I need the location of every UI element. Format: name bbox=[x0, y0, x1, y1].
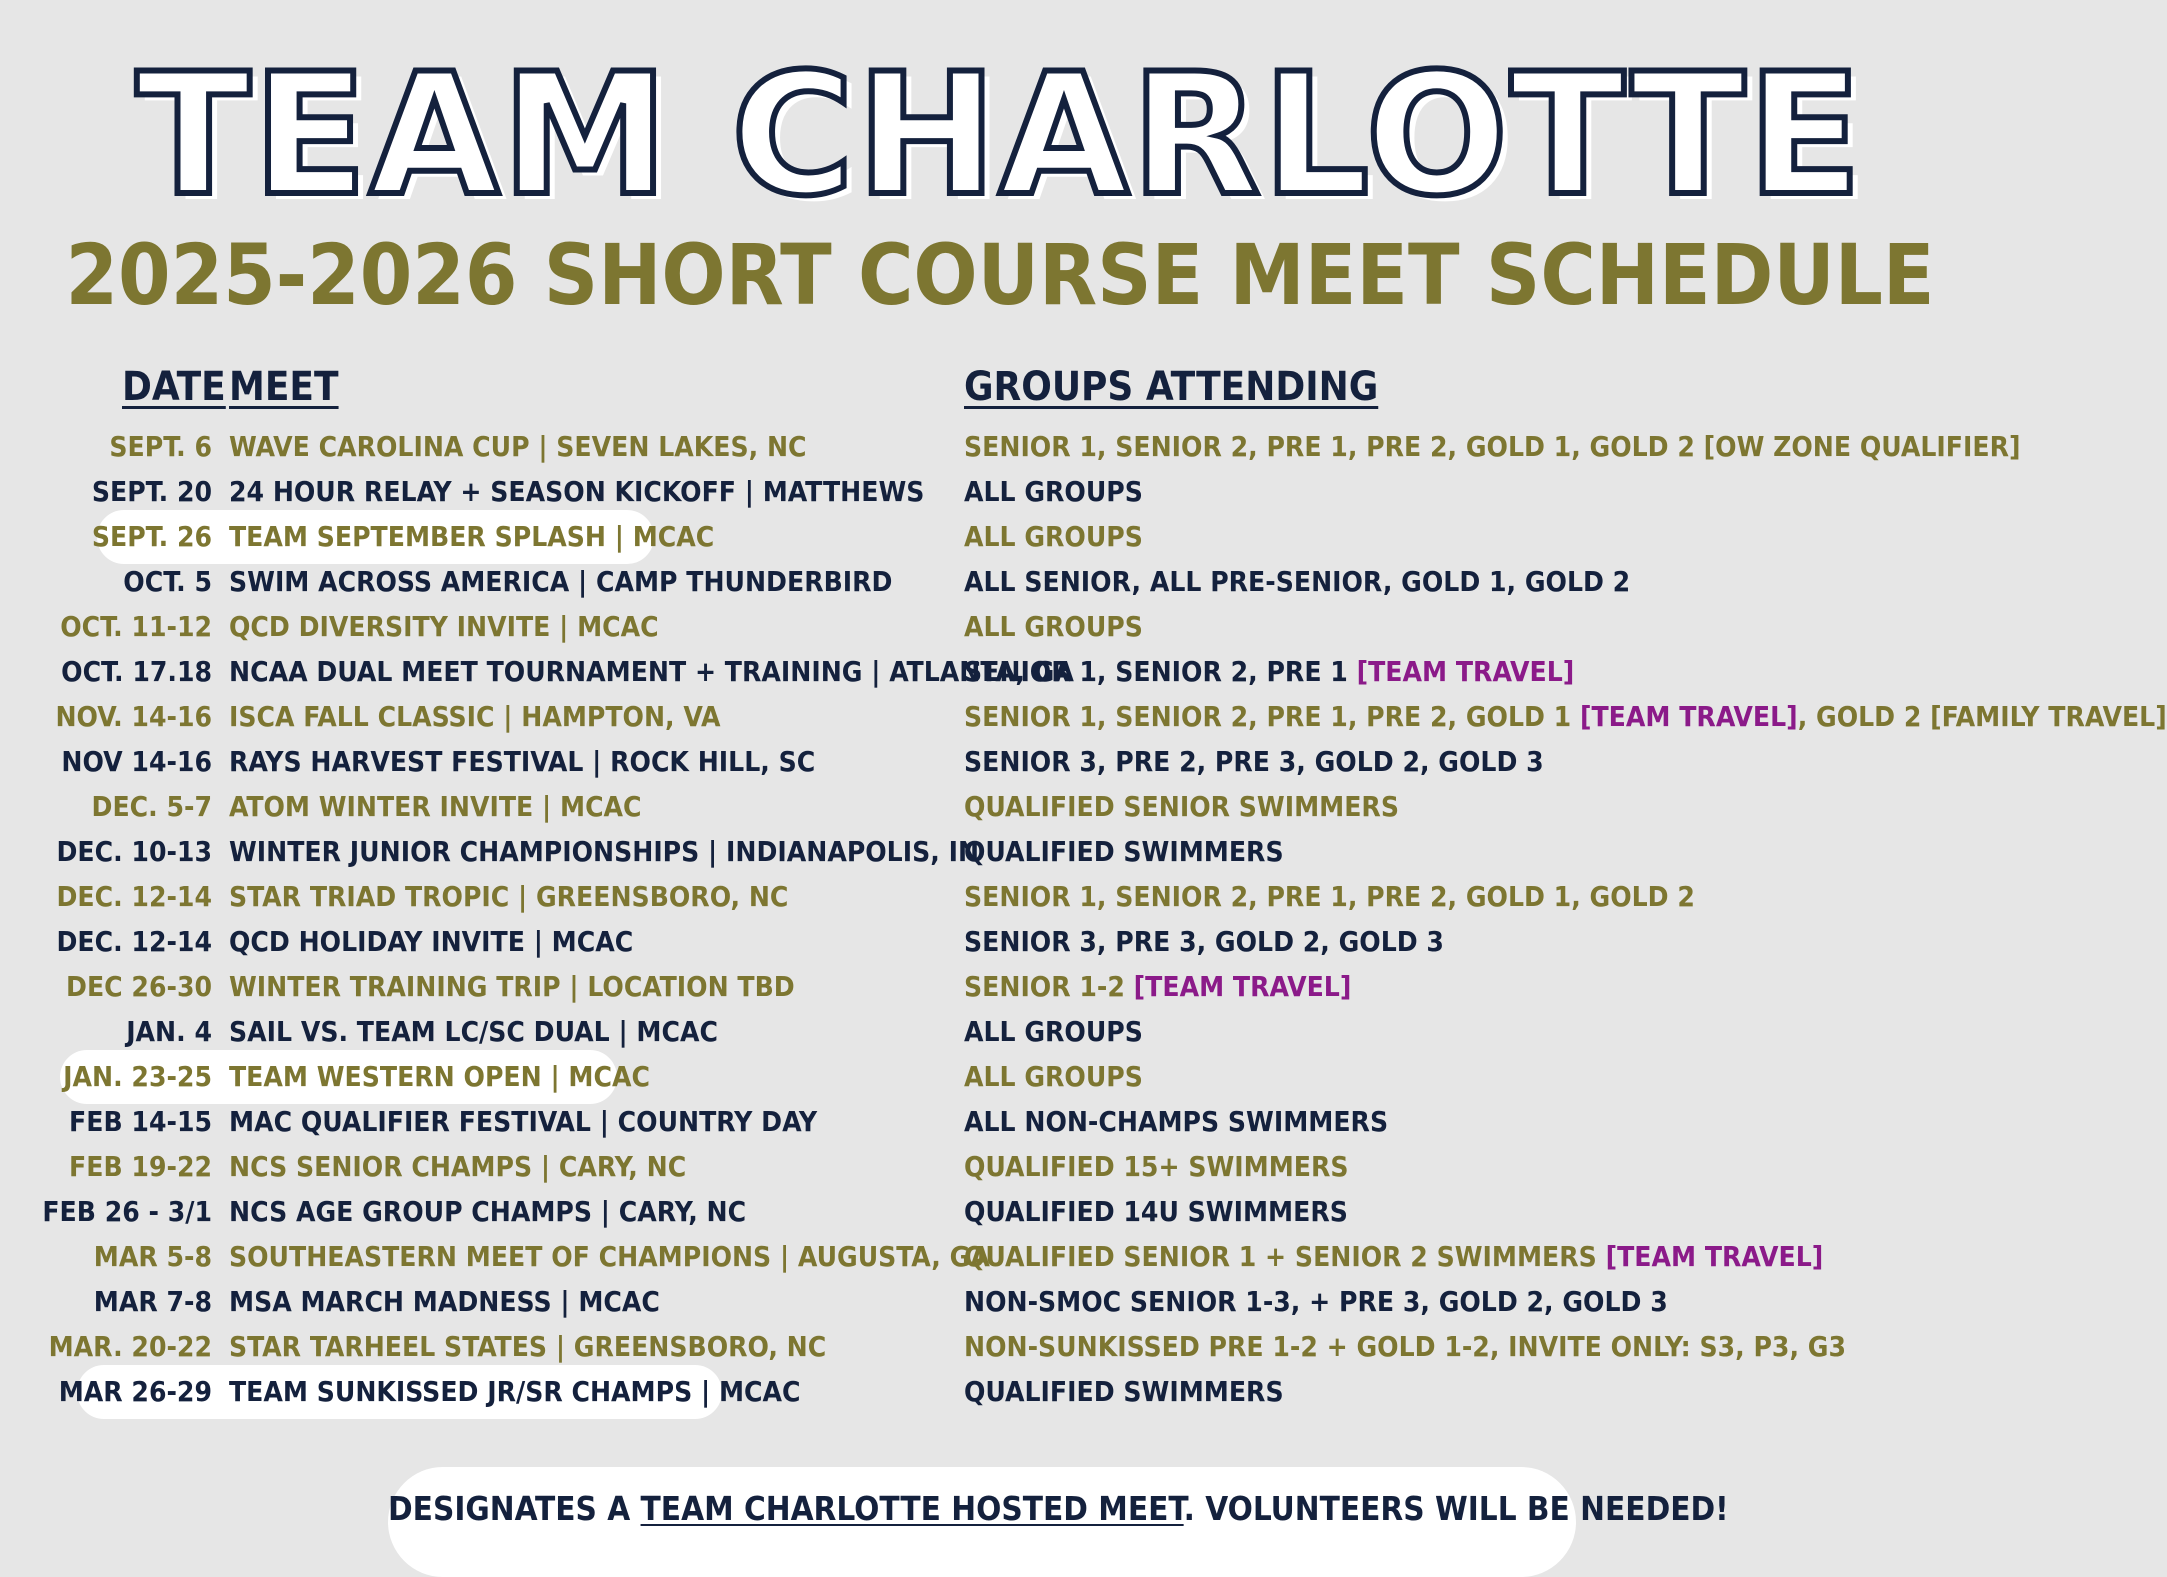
team-travel-tag: [TEAM TRAVEL] bbox=[1579, 700, 1798, 733]
schedule-row bbox=[0, 1189, 2000, 1234]
page-subtitle: 2025-2026 SHORT COURSE MEET SCHEDULE bbox=[65, 226, 1935, 324]
row-meet: WINTER JUNIOR CHAMPIONSHIPS | INDIANAPOLIS, IN bbox=[229, 835, 980, 868]
schedule-row bbox=[0, 559, 2000, 604]
schedule-row bbox=[0, 694, 2167, 739]
row-groups bbox=[964, 559, 1630, 604]
column-header-date: DATE bbox=[122, 364, 226, 410]
row-meet: SAIL VS. TEAM LC/SC DUAL | MCAC bbox=[229, 1015, 718, 1048]
row-date: MAR 7-8 bbox=[93, 1285, 212, 1318]
row-meet: 24 HOUR RELAY + SEASON KICKOFF | MATTHEWS bbox=[229, 475, 925, 508]
row-meet: RAYS HARVEST FESTIVAL | ROCK HILL, SC bbox=[229, 745, 816, 778]
row-meet: QCD HOLIDAY INVITE | MCAC bbox=[229, 925, 634, 958]
team-travel-tag: [TEAM TRAVEL] bbox=[1356, 655, 1575, 688]
schedule-row bbox=[0, 469, 2000, 514]
groups-text-after: , GOLD 2 [FAMILY TRAVEL] bbox=[1797, 700, 2167, 733]
row-date: MAR 5-8 bbox=[93, 1240, 212, 1273]
row-groups bbox=[964, 694, 2167, 739]
groups-text: QUALIFIED 14U SWIMMERS bbox=[964, 1195, 1348, 1228]
schedule-row bbox=[0, 649, 2000, 694]
groups-text: SENIOR 1, SENIOR 2, PRE 1, PRE 2, GOLD 1 bbox=[964, 700, 1580, 733]
row-groups bbox=[964, 1189, 1348, 1234]
groups-text: QUALIFIED SWIMMERS bbox=[964, 835, 1284, 868]
groups-text: NON-SMOC SENIOR 1-3, + PRE 3, GOLD 2, GOLD 3 bbox=[964, 1285, 1668, 1318]
row-date: JAN. 4 bbox=[126, 1015, 212, 1048]
schedule-row bbox=[0, 1324, 2000, 1369]
row-groups bbox=[964, 1054, 1143, 1099]
column-header-groups: GROUPS ATTENDING bbox=[964, 364, 1379, 410]
row-groups bbox=[964, 514, 1143, 559]
schedule-row bbox=[0, 964, 2000, 1009]
row-meet: STAR TARHEEL STATES | GREENSBORO, NC bbox=[229, 1330, 827, 1363]
row-date: DEC. 12-14 bbox=[56, 880, 212, 913]
schedule-row bbox=[0, 1009, 2000, 1054]
groups-text: ALL GROUPS bbox=[964, 520, 1143, 553]
row-meet: TEAM WESTERN OPEN | MCAC bbox=[229, 1060, 650, 1093]
row-meet: SWIM ACROSS AMERICA | CAMP THUNDERBIRD bbox=[229, 565, 893, 598]
groups-text: ALL SENIOR, ALL PRE-SENIOR, GOLD 1, GOLD 2 bbox=[964, 565, 1631, 598]
groups-text: QUALIFIED SENIOR 1 + SENIOR 2 SWIMMERS bbox=[964, 1240, 1606, 1273]
row-groups bbox=[964, 829, 1284, 874]
groups-text: QUALIFIED 15+ SWIMMERS bbox=[964, 1150, 1349, 1183]
schedule-row bbox=[0, 829, 2000, 874]
row-groups bbox=[964, 1324, 1846, 1369]
row-meet: ISCA FALL CLASSIC | HAMPTON, VA bbox=[229, 700, 721, 733]
row-groups bbox=[964, 649, 1574, 694]
team-travel-tag: [TEAM TRAVEL] bbox=[1605, 1240, 1824, 1273]
row-groups bbox=[964, 1234, 1823, 1279]
schedule-row bbox=[0, 1099, 2000, 1144]
row-date: DEC 26-30 bbox=[66, 970, 212, 1003]
groups-text: SENIOR 1-2 bbox=[964, 970, 1134, 1003]
footer-text-after: . VOLUNTEERS WILL BE NEEDED! bbox=[1183, 1489, 1729, 1528]
schedule-row bbox=[0, 604, 2000, 649]
schedule-row bbox=[0, 739, 2000, 784]
row-date: NOV 14-16 bbox=[61, 745, 212, 778]
row-date: NOV. 14-16 bbox=[55, 700, 212, 733]
groups-text: SENIOR 1, SENIOR 2, PRE 1, PRE 2, GOLD 1, GOLD 2 [OW ZONE QUALIFIER] bbox=[964, 430, 2021, 463]
footer-text-before: DESIGNATES A bbox=[388, 1489, 641, 1528]
row-meet: TEAM SEPTEMBER SPLASH | MCAC bbox=[229, 520, 715, 553]
footer-legend bbox=[388, 1484, 1729, 1534]
groups-text: ALL GROUPS bbox=[964, 1060, 1143, 1093]
row-date: DEC. 10-13 bbox=[56, 835, 212, 868]
schedule-row-hosted bbox=[0, 514, 2000, 559]
groups-text: ALL GROUPS bbox=[964, 610, 1143, 643]
row-meet: TEAM SUNKISSED JR/SR CHAMPS | MCAC bbox=[229, 1375, 801, 1408]
row-meet: SOUTHEASTERN MEET OF CHAMPIONS | AUGUSTA, GA bbox=[229, 1240, 990, 1273]
column-header-meet: MEET bbox=[229, 364, 339, 410]
row-date: FEB 14-15 bbox=[69, 1105, 212, 1138]
row-date: SEPT. 20 bbox=[91, 475, 212, 508]
row-meet: NCS SENIOR CHAMPS | CARY, NC bbox=[229, 1150, 687, 1183]
row-date: OCT. 11-12 bbox=[60, 610, 212, 643]
schedule-row bbox=[0, 874, 2000, 919]
row-date: MAR. 20-22 bbox=[48, 1330, 212, 1363]
groups-text: SENIOR 3, PRE 3, GOLD 2, GOLD 3 bbox=[964, 925, 1444, 958]
schedule-row bbox=[0, 424, 2021, 469]
footer-text-underlined: TEAM CHARLOTTE HOSTED MEET bbox=[640, 1489, 1184, 1528]
row-groups bbox=[964, 964, 1351, 1009]
row-meet: NCAA DUAL MEET TOURNAMENT + TRAINING | ATLANTA, GA bbox=[229, 655, 1074, 688]
schedule-row-hosted bbox=[0, 1054, 2000, 1099]
row-date: SEPT. 6 bbox=[109, 430, 212, 463]
row-groups bbox=[964, 604, 1143, 649]
row-groups bbox=[964, 469, 1143, 514]
team-travel-tag: [TEAM TRAVEL] bbox=[1133, 970, 1352, 1003]
row-groups bbox=[964, 739, 1544, 784]
groups-text: QUALIFIED SENIOR SWIMMERS bbox=[964, 790, 1399, 823]
groups-text: SENIOR 1, SENIOR 2, PRE 1 bbox=[964, 655, 1357, 688]
groups-text: ALL GROUPS bbox=[964, 1015, 1143, 1048]
row-date: OCT. 5 bbox=[123, 565, 212, 598]
row-date: MAR 26-29 bbox=[58, 1375, 212, 1408]
row-date: OCT. 17.18 bbox=[61, 655, 212, 688]
row-meet: MSA MARCH MADNESS | MCAC bbox=[229, 1285, 660, 1318]
row-date: SEPT. 26 bbox=[91, 520, 212, 553]
schedule-row bbox=[0, 1144, 2000, 1189]
row-meet: QCD DIVERSITY INVITE | MCAC bbox=[229, 610, 659, 643]
page-title: TEAM CHARLOTTE bbox=[135, 37, 1864, 233]
row-meet: STAR TRIAD TROPIC | GREENSBORO, NC bbox=[229, 880, 789, 913]
row-groups bbox=[964, 1369, 1284, 1414]
row-groups bbox=[964, 1279, 1668, 1324]
schedule-table bbox=[0, 424, 2167, 1414]
row-date: FEB 26 - 3/1 bbox=[42, 1195, 212, 1228]
groups-text: ALL GROUPS bbox=[964, 475, 1143, 508]
row-meet: WAVE CAROLINA CUP | SEVEN LAKES, NC bbox=[229, 430, 807, 463]
row-groups bbox=[964, 874, 1695, 919]
groups-text: QUALIFIED SWIMMERS bbox=[964, 1375, 1284, 1408]
schedule-row bbox=[0, 784, 2000, 829]
row-date: DEC. 12-14 bbox=[56, 925, 212, 958]
row-date: DEC. 5-7 bbox=[91, 790, 212, 823]
groups-text: NON-SUNKISSED PRE 1-2 + GOLD 1-2, INVITE ONLY: S3, P3, G3 bbox=[964, 1330, 1846, 1363]
row-groups bbox=[964, 424, 2020, 469]
schedule-row bbox=[0, 1279, 2000, 1324]
groups-text: SENIOR 3, PRE 2, PRE 3, GOLD 2, GOLD 3 bbox=[964, 745, 1544, 778]
row-meet: NCS AGE GROUP CHAMPS | CARY, NC bbox=[229, 1195, 747, 1228]
row-groups bbox=[964, 784, 1399, 829]
schedule-row bbox=[0, 1234, 2000, 1279]
row-groups bbox=[964, 1144, 1349, 1189]
schedule-row bbox=[0, 919, 2000, 964]
row-meet: ATOM WINTER INVITE | MCAC bbox=[229, 790, 642, 823]
schedule-row-hosted bbox=[0, 1369, 2000, 1414]
row-groups bbox=[964, 1099, 1388, 1144]
row-date: JAN. 23-25 bbox=[63, 1060, 212, 1093]
row-meet: WINTER TRAINING TRIP | LOCATION TBD bbox=[229, 970, 795, 1003]
row-groups bbox=[964, 919, 1444, 964]
row-meet: MAC QUALIFIER FESTIVAL | COUNTRY DAY bbox=[229, 1105, 818, 1138]
row-groups bbox=[964, 1009, 1143, 1054]
row-date: FEB 19-22 bbox=[69, 1150, 212, 1183]
groups-text: SENIOR 1, SENIOR 2, PRE 1, PRE 2, GOLD 1, GOLD 2 bbox=[964, 880, 1695, 913]
groups-text: ALL NON-CHAMPS SWIMMERS bbox=[964, 1105, 1389, 1138]
